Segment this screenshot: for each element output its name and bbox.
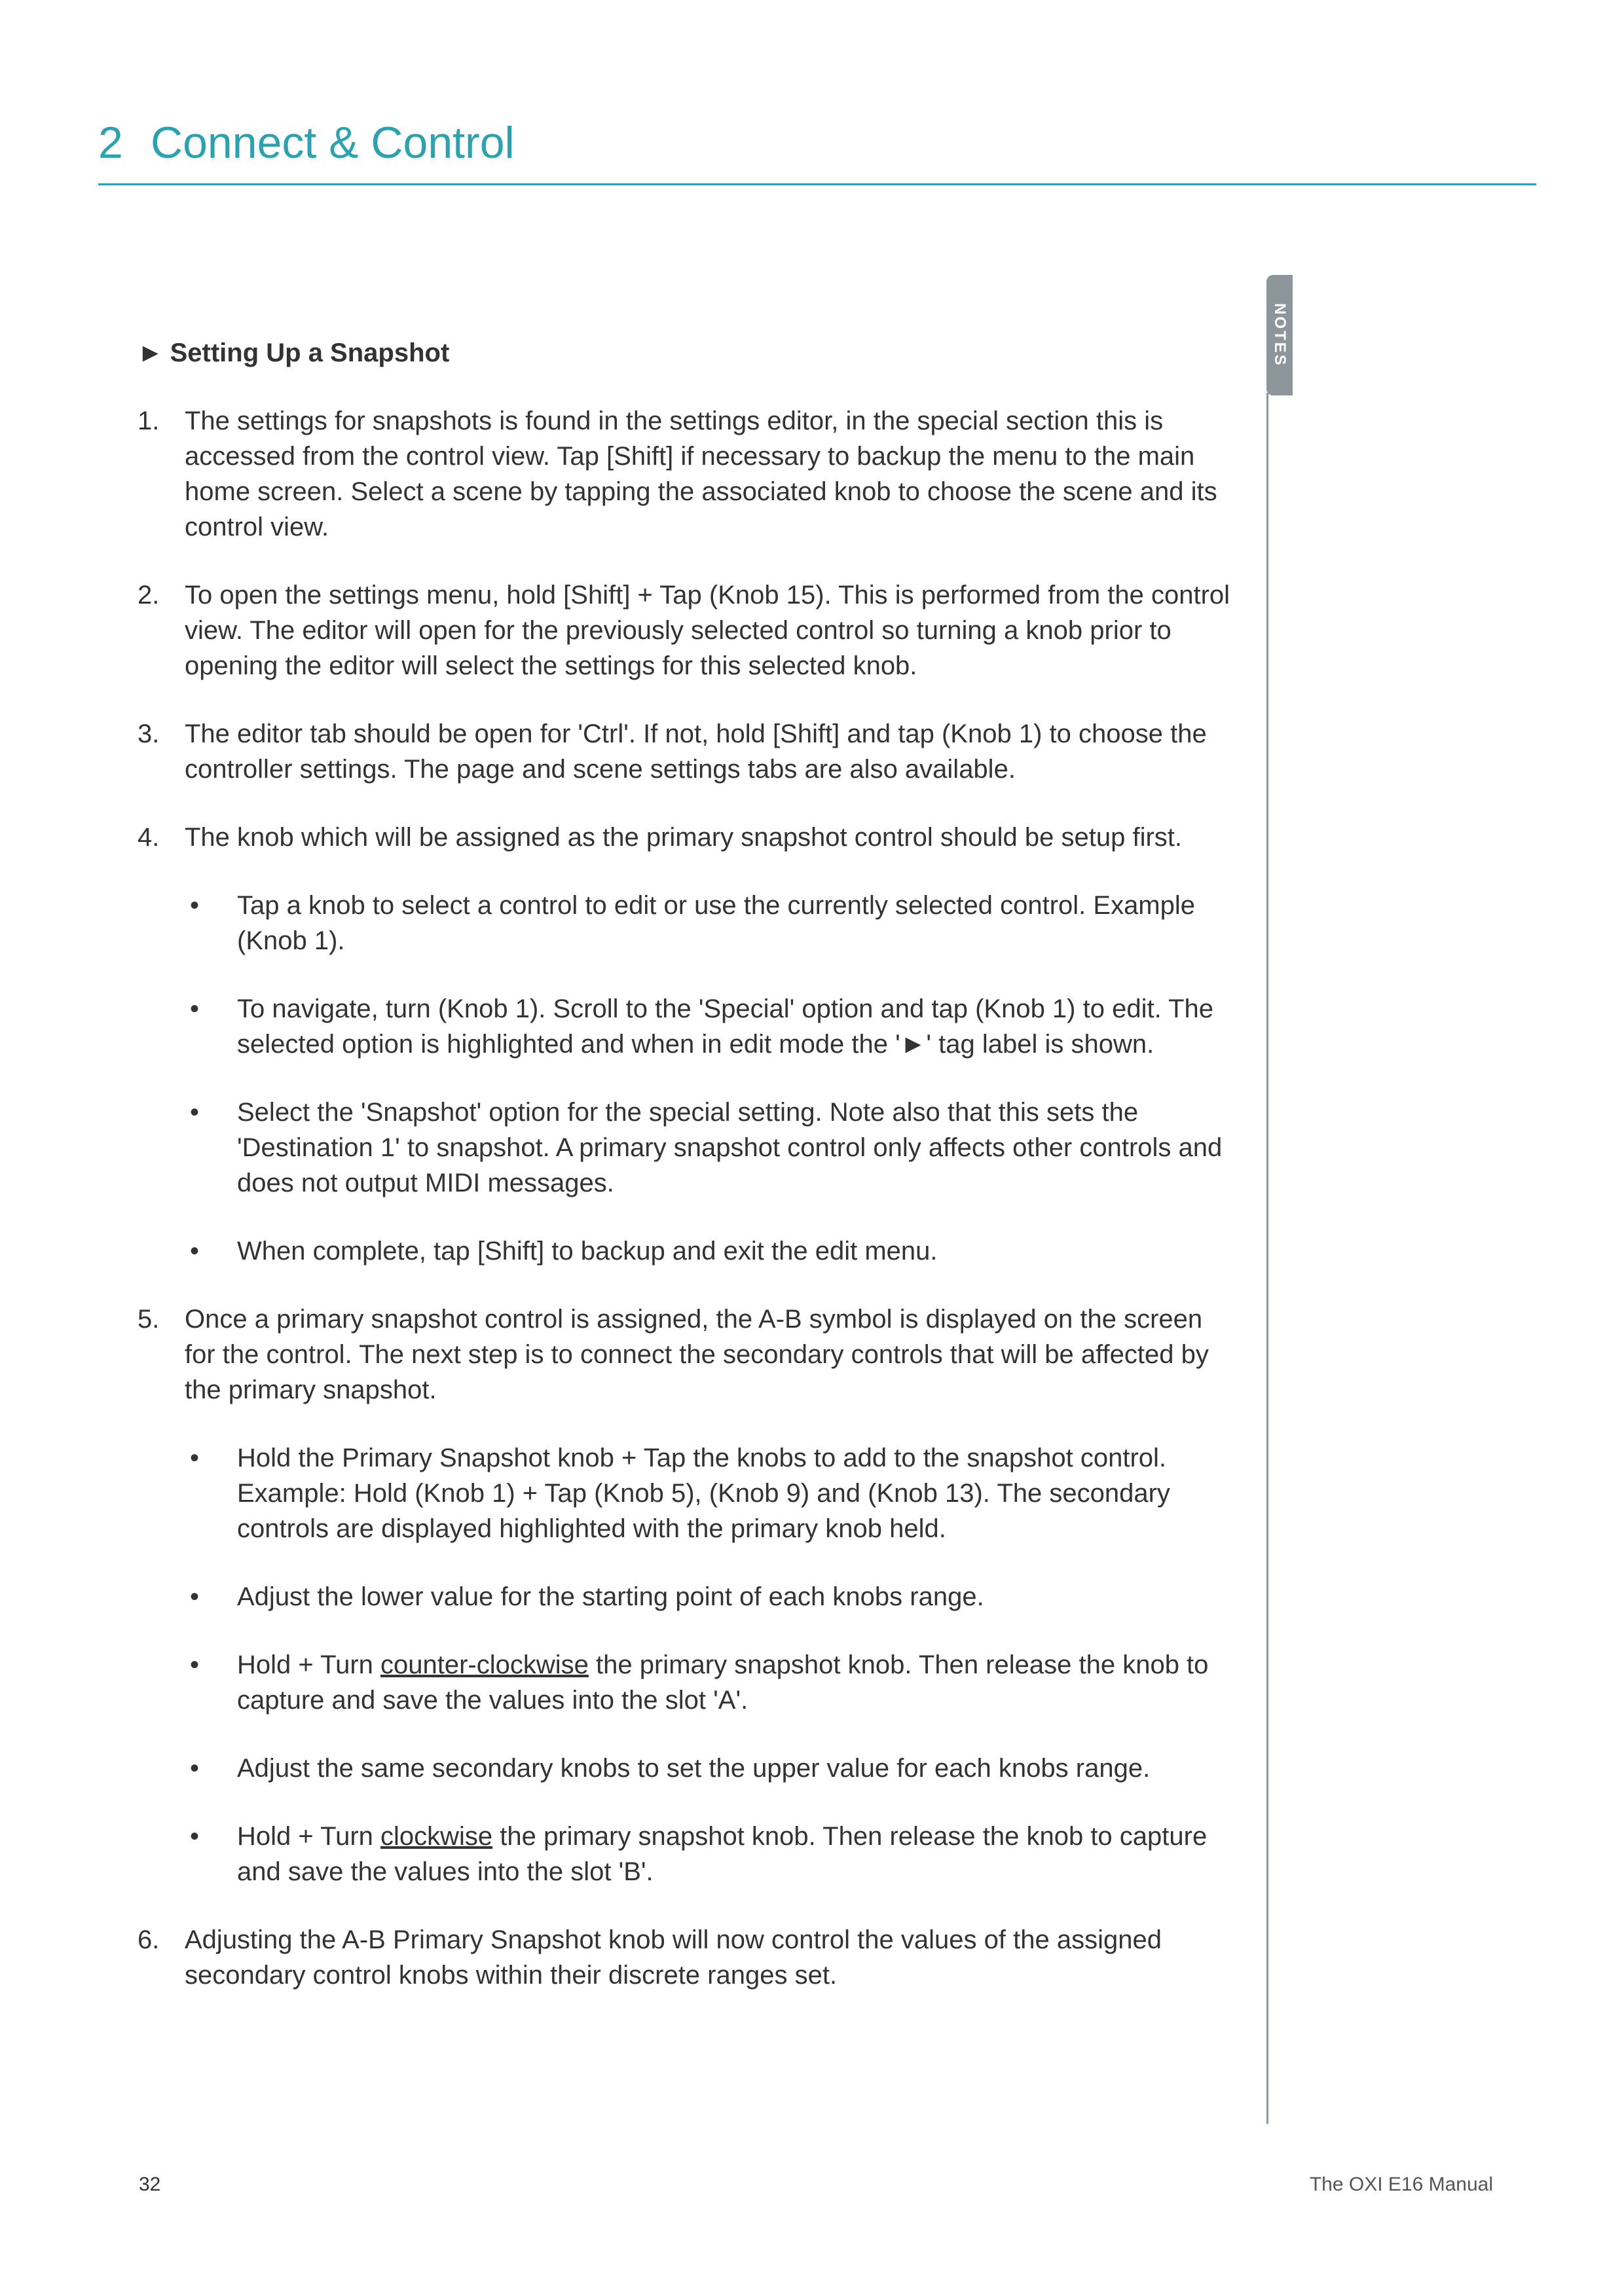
list-item xyxy=(138,820,1231,1269)
counter-clockwise-term: counter-clockwise xyxy=(380,1650,589,1679)
bullet-item xyxy=(185,1819,1231,1889)
bullet-item xyxy=(185,1233,1231,1269)
notes-label: NOTES xyxy=(1271,303,1289,367)
bullet-item xyxy=(185,1647,1231,1718)
chapter-header xyxy=(98,117,1536,185)
bullet-icon: • xyxy=(190,994,200,1023)
step-text: Adjusting the A-B Primary Snapshot knob will now control the values of the assigned secondary control knobs within their discrete ranges set. xyxy=(185,1925,1162,1990)
bullet-text-after: the primary snapshot knob. Then release the knob to capture and save the values into the slot 'A'. xyxy=(237,1650,1209,1715)
list-item xyxy=(138,1922,1231,1993)
list-item xyxy=(138,403,1231,545)
section-heading xyxy=(138,335,1231,371)
step-text: Once a primary snapshot control is assigned, the A-B symbol is displayed on the screen for the control. The next step is to connect the secondary controls that will be affected by the primary snapshot. xyxy=(185,1305,1209,1404)
step-text: The knob which will be assigned as the primary snapshot control should be setup first. xyxy=(185,823,1183,852)
bullet-text: Tap a knob to select a control to edit or use the currently selected control. Example (Knob 1). xyxy=(237,891,1196,955)
bullet-item xyxy=(185,1579,1231,1614)
step-number: 5. xyxy=(138,1305,160,1334)
list-item xyxy=(138,577,1231,683)
bullet-item xyxy=(185,888,1231,958)
step-text: The settings for snapshots is found in the settings editor, in the special section this is accessed from the control view. Tap [Shift] if necessary to backup the menu to the main home screen. Select a scene by tapping the associated knob to choose the scene and its control view. xyxy=(185,407,1217,541)
play-arrow-icon: ► xyxy=(138,338,164,367)
bullet-text: To navigate, turn (Knob 1). Scroll to the 'Special' option and tap (Knob 1) to edit. The selected option is highlighted and when in edit mode the '►' tag label is shown. xyxy=(237,994,1213,1059)
step-text: The editor tab should be open for 'Ctrl'. If not, hold [Shift] and tap (Knob 1) to choose the controller settings. The page and scene settings tabs are also available. xyxy=(185,720,1207,784)
bullet-item xyxy=(185,1095,1231,1201)
step-number: 1. xyxy=(138,407,160,435)
manual-name: The OXI E16 Manual xyxy=(1309,2174,1493,2195)
sub-bullet-list xyxy=(185,888,1231,1269)
page-content xyxy=(138,335,1231,2026)
bullet-text-after: the primary snapshot knob. Then release the knob to capture and save the values into the slot 'B'. xyxy=(237,1822,1208,1886)
chapter-title: Connect & Control xyxy=(151,118,515,168)
bullet-item xyxy=(185,991,1231,1062)
bullet-icon: • xyxy=(190,1754,200,1783)
bullet-text: Select the 'Snapshot' option for the special setting. Note also that this sets the 'Destination 1' to snapshot. A primary snapshot control only affects other controls and does not output MIDI messages. xyxy=(237,1098,1223,1197)
bullet-icon: • xyxy=(190,1444,200,1472)
step-number: 4. xyxy=(138,823,160,852)
page-number: 32 xyxy=(139,2174,161,2195)
bullet-icon: • xyxy=(190,1582,200,1611)
bullet-icon: • xyxy=(190,1822,200,1851)
clockwise-term: clockwise xyxy=(380,1822,493,1851)
steps-list xyxy=(138,403,1231,1993)
bullet-text: When complete, tap [Shift] to backup and exit the edit menu. xyxy=(237,1237,938,1266)
step-number: 6. xyxy=(138,1925,160,1954)
bullet-text: Adjust the lower value for the starting point of each knobs range. xyxy=(237,1582,984,1611)
notes-divider xyxy=(1266,393,1268,2124)
bullet-icon: • xyxy=(190,1237,200,1266)
bullet-item xyxy=(185,1751,1231,1786)
bullet-text: Adjust the same secondary knobs to set the upper value for each knobs range. xyxy=(237,1754,1151,1783)
bullet-text-before: Hold + Turn xyxy=(237,1822,381,1851)
section-title: Setting Up a Snapshot xyxy=(170,338,450,367)
bullet-item xyxy=(185,1440,1231,1546)
bullet-icon: • xyxy=(190,1098,200,1127)
bullet-icon: • xyxy=(190,1650,200,1679)
list-item xyxy=(138,1302,1231,1889)
bullet-text: Hold the Primary Snapshot knob + Tap the knobs to add to the snapshot control. Example: Hold (Knob 1) + Tap (Knob 5), (Knob 9) and (Knob 13). The secondary controls are displayed highlighted with the primary knob held. xyxy=(237,1444,1170,1543)
bullet-text-before: Hold + Turn xyxy=(237,1650,381,1679)
sub-bullet-list xyxy=(185,1440,1231,1889)
bullet-icon: • xyxy=(190,891,200,920)
step-text: To open the settings menu, hold [Shift] + Tap (Knob 15). This is performed from the control view. The editor will open for the previously selected control so turning a knob prior to opening the editor will select the settings for this selected knob. xyxy=(185,581,1230,680)
step-number: 3. xyxy=(138,720,160,748)
notes-tab xyxy=(1266,275,1293,395)
chapter-number: 2 xyxy=(98,118,123,168)
list-item xyxy=(138,716,1231,787)
step-number: 2. xyxy=(138,581,160,610)
